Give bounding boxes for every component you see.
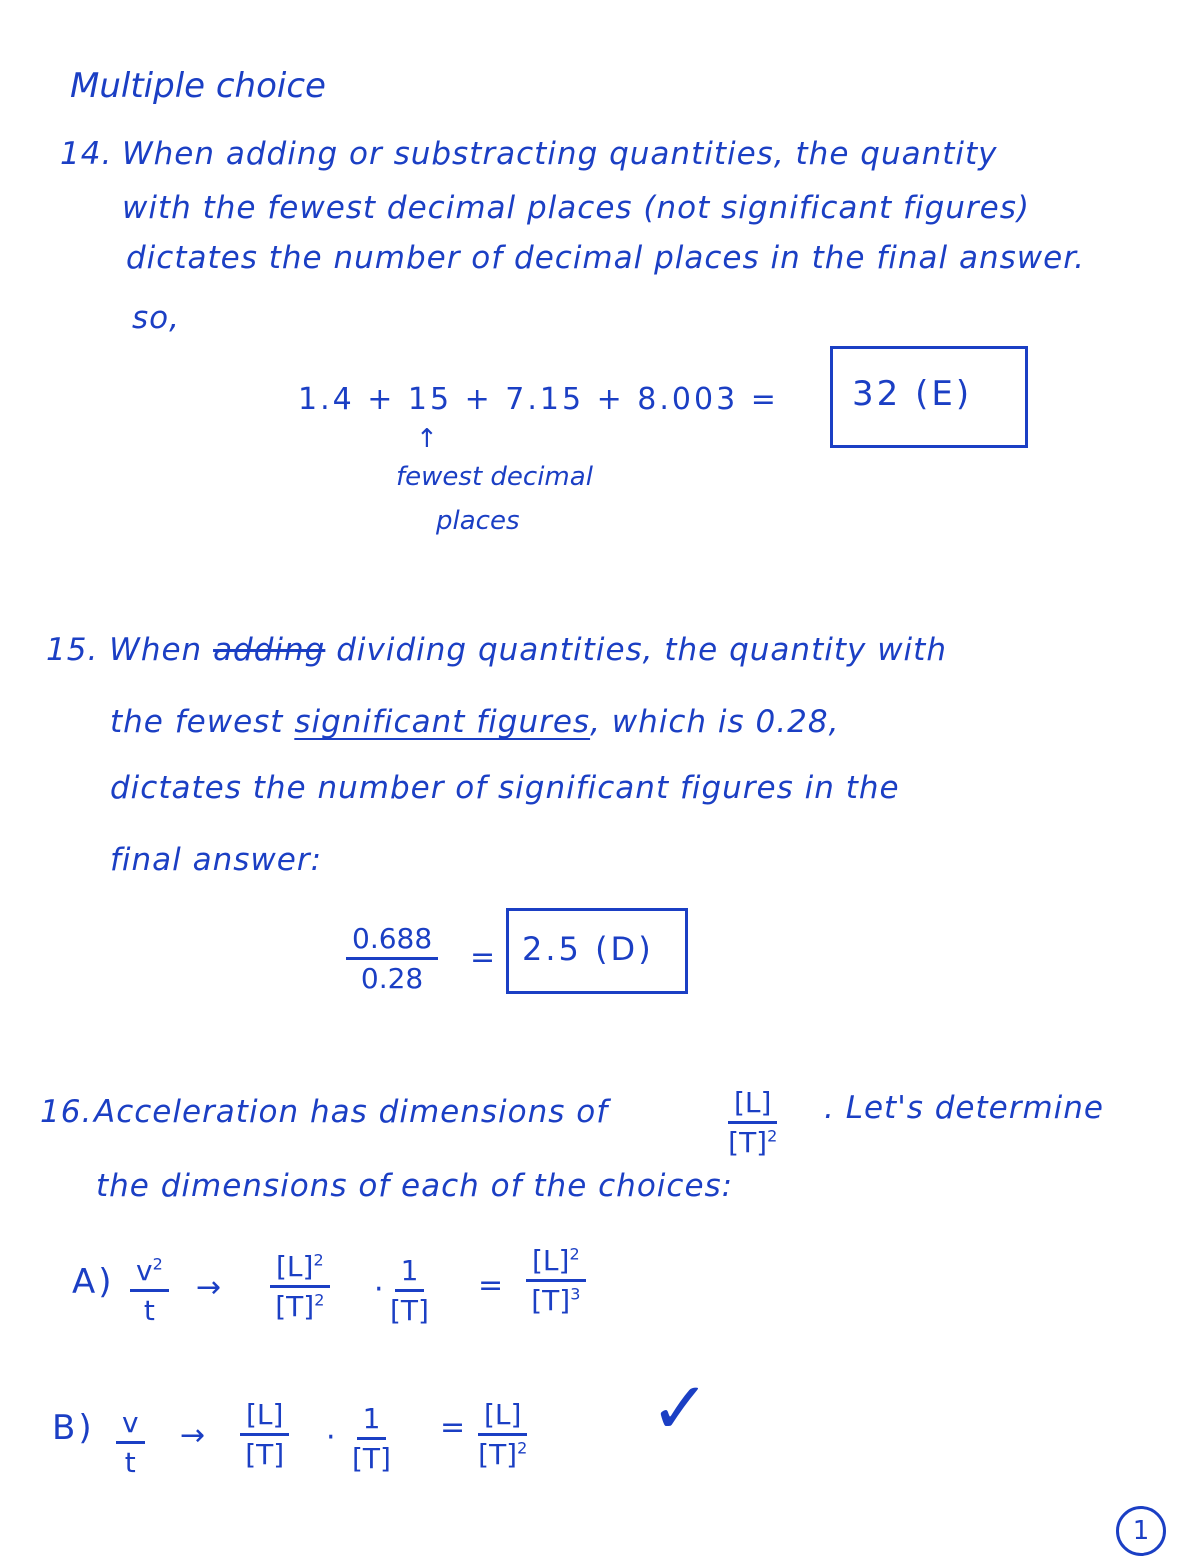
choice-b-lhs [116,1406,145,1479]
choice-a-result [526,1244,586,1317]
q15-equals: = [470,940,499,975]
numerator: [L] [240,1398,289,1436]
arrow-right-icon: → [196,1270,225,1305]
choice-b-factor-2 [352,1402,391,1475]
q14-line-2: with the fewest decimal places (not significant figures) [122,190,1030,226]
choice-b-result [478,1398,527,1471]
q15-line-1 [46,632,947,668]
denominator: [T] [245,1438,285,1471]
q15-line-3: dictates the number of significant figures in the [110,770,900,806]
numerator: v [116,1406,145,1444]
numerator: [L] [532,1244,570,1277]
q14-note-1: fewest decimal [396,462,593,492]
denominator: t [143,1294,155,1327]
choice-b-dot: · [326,1420,339,1455]
q15-text: dividing quantities, the quantity with [336,632,947,668]
exponent: 2 [517,1438,528,1458]
q15-answer: 2.5 (D) [522,930,654,968]
exponent: 2 [314,1290,325,1310]
q14-note-2: places [436,506,520,536]
arrow-up-icon: ↑ [416,424,438,454]
q16-line-1: Acceleration has dimensions of [94,1094,609,1130]
exponent: 2 [767,1126,778,1146]
numerator: 0.688 [346,922,438,960]
q15-text: When [109,632,203,668]
choice-a-dot: · [374,1272,387,1307]
exponent: 2 [152,1254,163,1274]
q15-line-4: final answer: [110,842,323,878]
numerator: [L] [728,1086,777,1124]
numerator: [L] [478,1398,527,1436]
numerator: 1 [395,1254,425,1292]
choice-a-factor-1 [270,1250,330,1323]
checkmark-icon: ✓ [650,1366,711,1450]
q15-line-2 [110,704,839,740]
choice-b-label: B) [52,1408,95,1448]
choice-b-equals: = [440,1410,469,1445]
page-number-text: 1 [1132,1516,1150,1546]
numerator: 1 [357,1402,387,1440]
exponent: 3 [570,1284,581,1304]
heading: Multiple choice [70,66,326,106]
denominator: [T] [352,1442,391,1475]
denominator: [T] [390,1294,429,1327]
denominator: [T] [478,1438,518,1471]
q16-number: 16. [40,1094,93,1130]
choice-a-factor-2 [390,1254,429,1327]
q14-so: so, [132,300,180,336]
q15-fraction [346,922,438,995]
arrow-right-icon: → [180,1418,209,1453]
q14-equation: 1.4 + 15 + 7.15 + 8.003 = [298,382,779,417]
choice-a-lhs [130,1254,169,1327]
q15-text: the fewest [110,704,284,740]
numerator: v [136,1254,153,1287]
exponent: 2 [569,1244,580,1264]
q14-line-3: dictates the number of decimal places in the final answer. [126,240,1085,276]
denominator: t [124,1446,136,1479]
q14-number: 14. [60,136,113,172]
q16-dimension-fraction [728,1086,777,1159]
denominator: 0.28 [360,962,424,995]
q14-answer: 32 (E) [852,374,973,414]
q16-line-1b: . Let's determine [824,1090,1104,1126]
choice-b-factor-1 [240,1398,289,1471]
exponent: 2 [313,1250,324,1270]
q15-text: , which is 0.28, [590,704,840,740]
choice-a-equals: = [478,1268,507,1303]
denominator: [T] [531,1284,571,1317]
q15-number: 15. [46,632,99,668]
q15-underlined: significant figures [294,704,591,740]
q16-line-2: the dimensions of each of the choices: [96,1168,734,1204]
denominator: [T] [275,1290,315,1323]
denominator: [T] [728,1126,768,1159]
q14-line-1: When adding or substracting quantities, the quantity [122,136,998,172]
q15-struck-word: adding [213,632,326,668]
page-number [1116,1506,1166,1556]
numerator: [L] [276,1250,314,1283]
choice-a-label: A) [72,1262,115,1302]
